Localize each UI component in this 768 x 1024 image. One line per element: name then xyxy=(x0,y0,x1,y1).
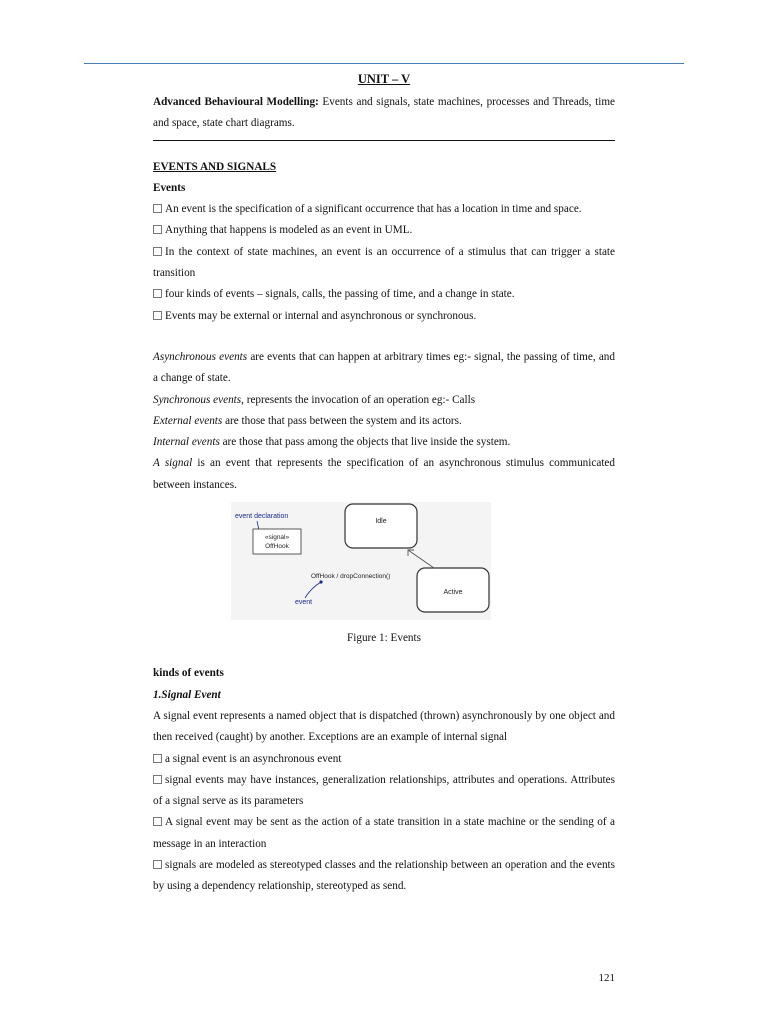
section-divider xyxy=(153,140,615,141)
bullet-box-icon xyxy=(153,860,162,869)
unit-title: UNIT – V xyxy=(357,72,411,86)
intro-paragraph xyxy=(153,92,615,135)
signal-class-box xyxy=(253,529,301,554)
state-active-label: Active xyxy=(443,589,463,597)
bullet-text: four kinds of events – signals, calls, the passing of time, and a change in state. xyxy=(165,288,515,301)
bullet-box-icon xyxy=(153,225,162,234)
subhead-events: Events xyxy=(153,181,186,194)
state-diagram xyxy=(231,502,491,620)
bullet-box-icon xyxy=(153,289,162,298)
bullet-text: An event is the specification of a significant occurrence that has a location in time and space. xyxy=(165,203,582,216)
intro-rest: Events and signals, state machines, processes and Threads, time and space, state chart diagrams. xyxy=(153,96,615,130)
definition-term: Asynchronous events xyxy=(153,350,248,363)
page-content xyxy=(153,66,615,898)
state-idle xyxy=(345,504,417,548)
bullet-box-icon xyxy=(153,247,162,256)
signal-bullet xyxy=(153,770,615,813)
definition-term: Synchronous events xyxy=(153,393,242,406)
definition-term: External events xyxy=(153,414,223,427)
definition-asynchronous xyxy=(153,347,615,390)
definition-external xyxy=(153,411,615,432)
definition-internal xyxy=(153,432,615,453)
definition-signal xyxy=(153,453,615,496)
top-rule xyxy=(84,63,684,64)
signal-event-heading: 1.Signal Event xyxy=(153,688,221,701)
page-number: 121 xyxy=(598,972,615,984)
bullet-box-icon xyxy=(153,775,162,784)
signal-bullet xyxy=(153,749,615,770)
event-bullet xyxy=(153,306,615,327)
bullet-text: In the context of state machines, an event is an occurrence of a stimulus that can trigger a state transition xyxy=(153,245,615,280)
event-bullet xyxy=(153,242,615,285)
definition-text: , represents the invocation of an operation eg:- Calls xyxy=(241,393,476,406)
state-idle-label: Idle xyxy=(375,518,387,526)
event-bullet xyxy=(153,199,615,220)
bullet-text: A signal event may be sent as the action of a state transition in a state machine or the sending of a message in an interaction xyxy=(153,816,615,850)
event-declaration-label: event declaration xyxy=(235,513,289,521)
event-bullet xyxy=(153,220,615,241)
section-title-events-signals: EVENTS AND SIGNALS xyxy=(153,160,277,173)
events-figure xyxy=(153,502,615,620)
signal-bullet xyxy=(153,855,615,898)
definition-synchronous xyxy=(153,390,615,411)
definition-text: are those that pass between the system and its actors. xyxy=(222,414,462,427)
bullet-box-icon xyxy=(153,754,162,763)
bullet-box-icon xyxy=(153,204,162,213)
signal-name: OffHook xyxy=(265,543,289,551)
definition-text: are those that pass among the objects that live inside the system. xyxy=(219,436,511,449)
bullet-box-icon xyxy=(153,817,162,826)
definition-term: Internal events xyxy=(153,436,220,449)
intro-lead: Advanced Behavioural Modelling: xyxy=(153,96,319,108)
kinds-of-events-heading: kinds of events xyxy=(153,667,224,680)
bullet-text: Anything that happens is modeled as an event in UML. xyxy=(165,224,413,237)
figure-caption: Figure 1: Events xyxy=(347,632,421,645)
signal-bullet xyxy=(153,812,615,855)
bullet-box-icon xyxy=(153,311,162,320)
transition-label: OffHook / dropConnection() xyxy=(311,573,391,581)
bullet-text: signal events may have instances, generalization relationships, attributes and operations. Attributes of a signal serve as its parameters xyxy=(153,773,615,808)
event-label: event xyxy=(295,599,313,607)
signal-stereotype: «signal» xyxy=(264,534,290,542)
definition-text: is an event that represents the specification of an asynchronous stimulus communicated between instances. xyxy=(153,457,615,491)
signal-event-paragraph: A signal event represents a named object that is dispatched (thrown) asynchronously by one object and then received (caught) by another. Exceptions are an example of internal signal xyxy=(153,709,615,744)
bullet-text: Events may be external or internal and asynchronous or synchronous. xyxy=(165,309,477,322)
event-bullet xyxy=(153,284,615,305)
bullet-text: a signal event is an asynchronous event xyxy=(165,752,342,765)
definition-term: A signal xyxy=(153,457,193,470)
spacer xyxy=(153,327,615,347)
bullet-text: signals are modeled as stereotyped classes and the relationship between an operation and the events by using a dependency relationship, stereotyped as send. xyxy=(153,859,615,893)
definition-text: are events that can happen at arbitrary times eg:- signal, the passing of time, and a change of state. xyxy=(153,350,615,385)
